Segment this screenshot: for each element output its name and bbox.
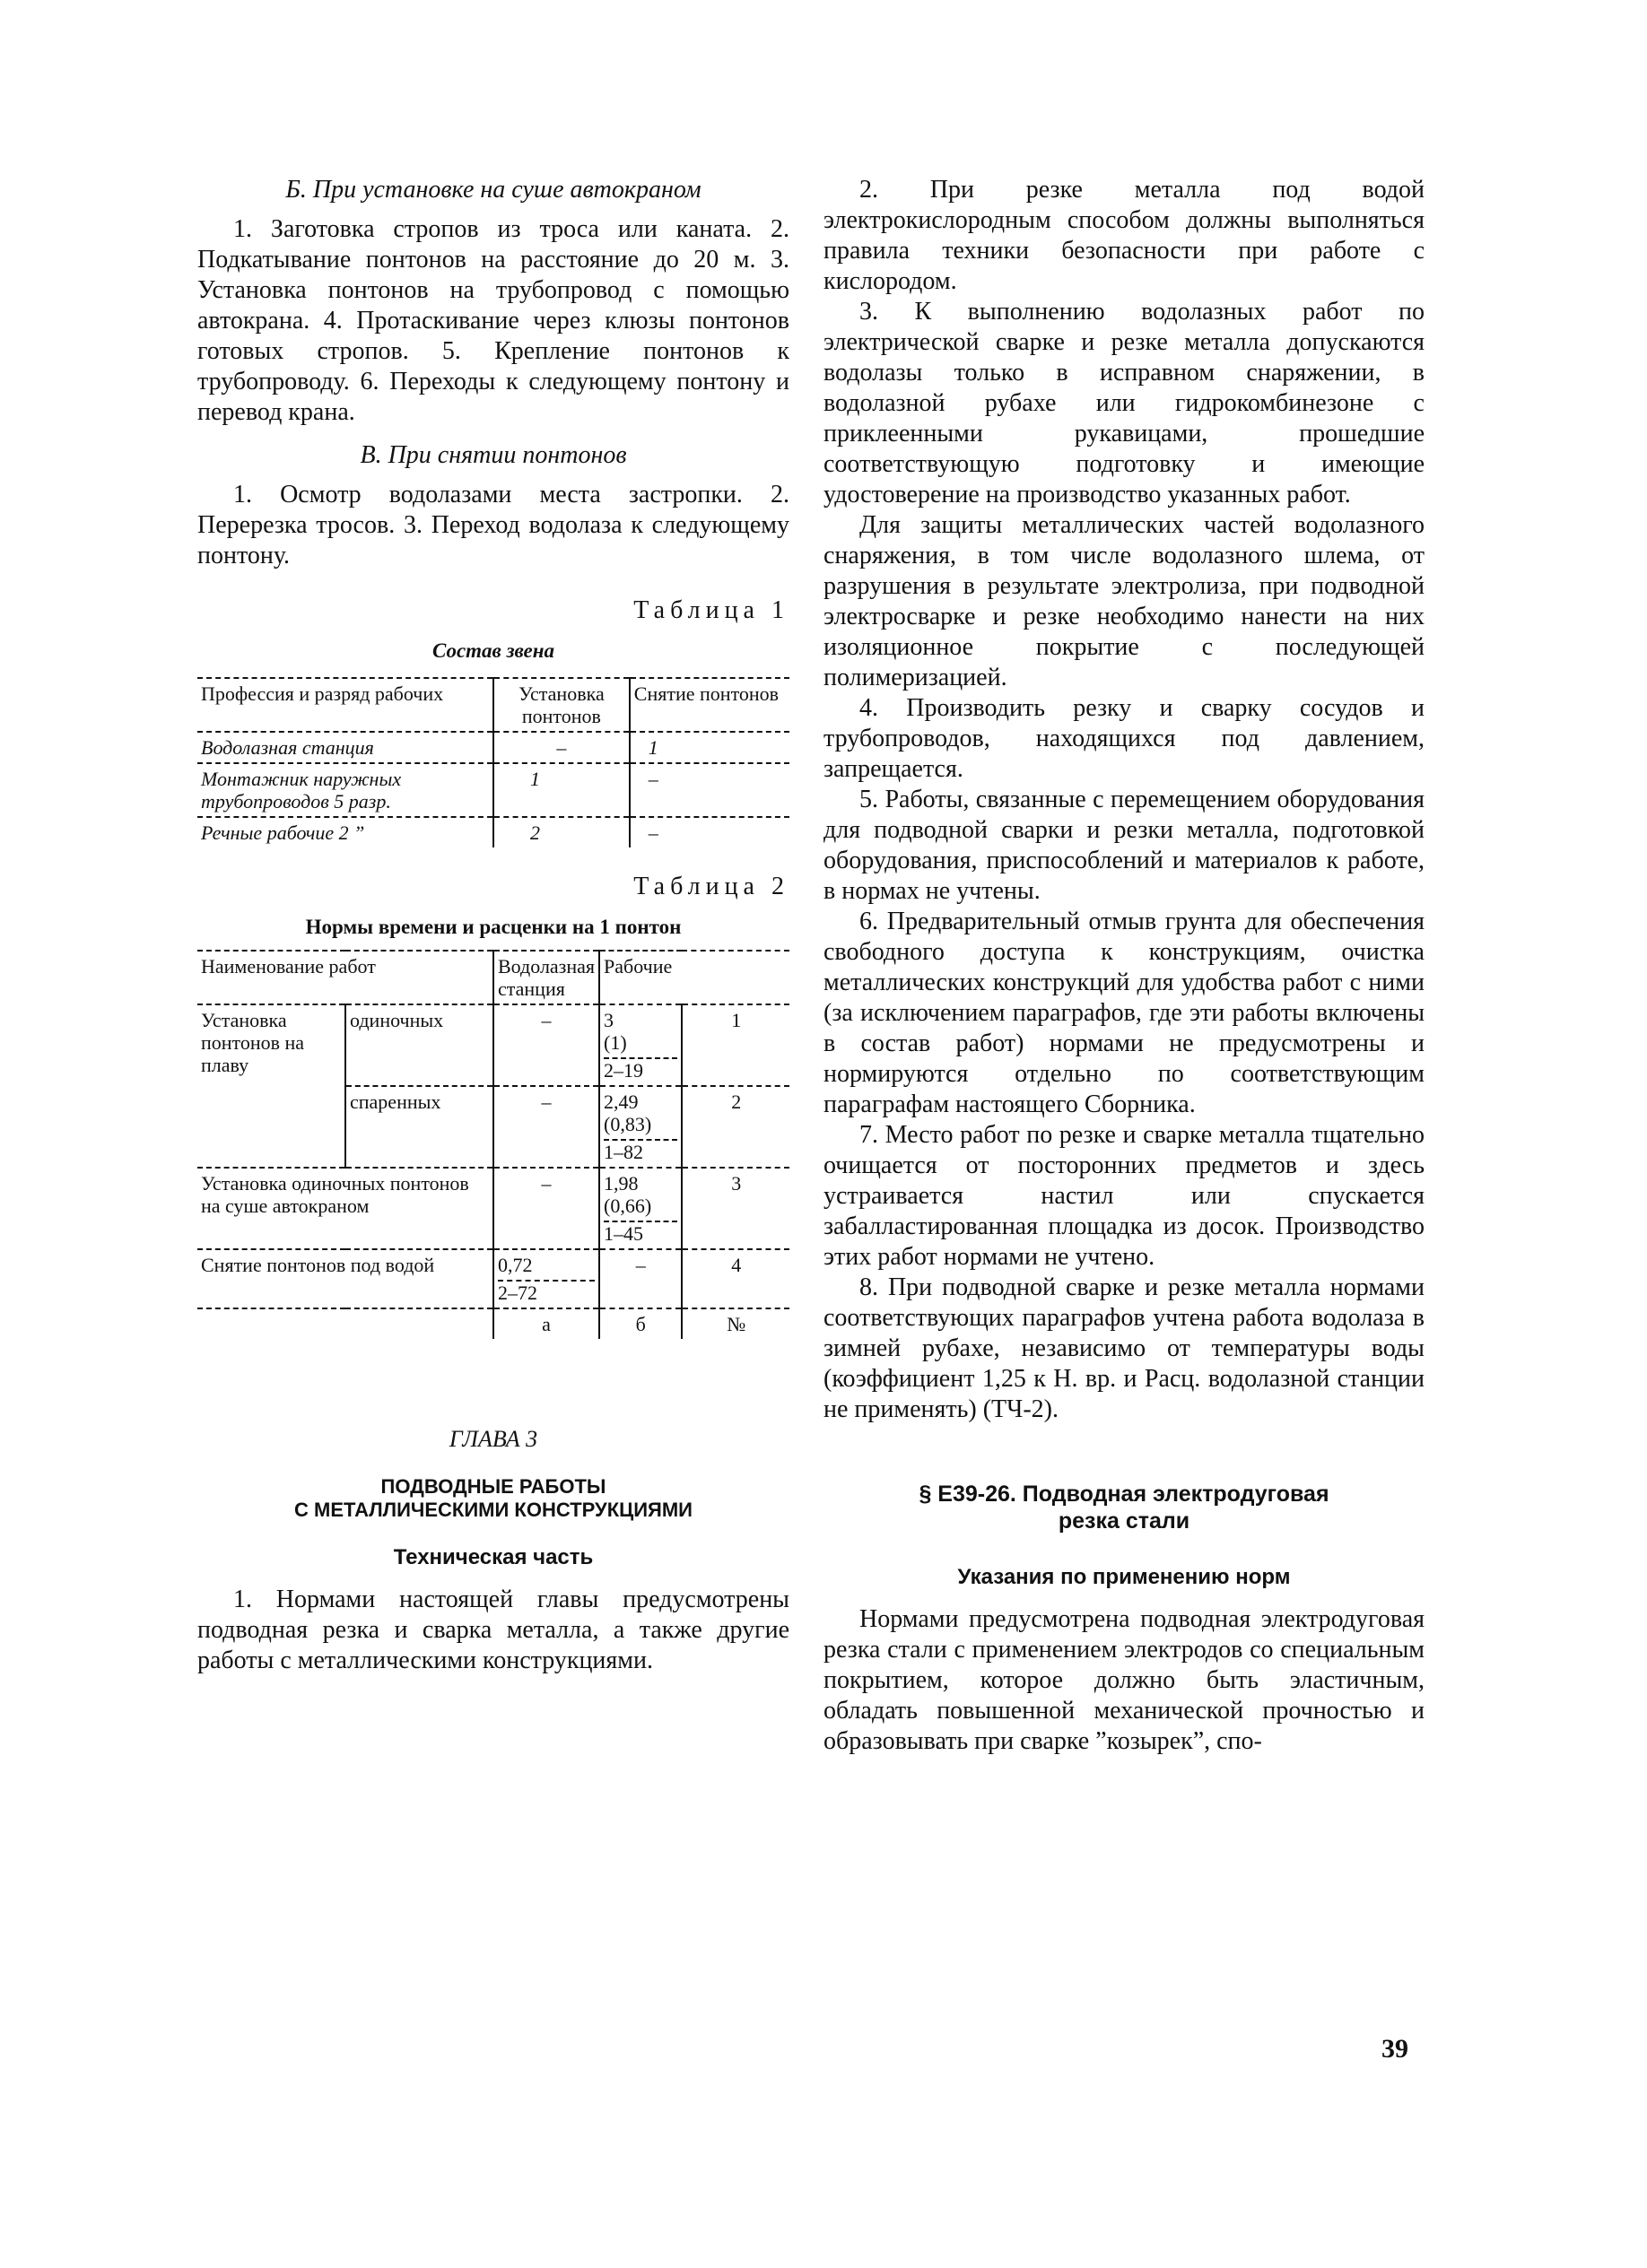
tech-part-title: Техническая часть bbox=[393, 1545, 594, 1569]
table2-cell: 3 bbox=[682, 1168, 789, 1249]
table2-cell: 1–82 bbox=[604, 1139, 677, 1163]
table2-cell: (0,83) bbox=[604, 1113, 652, 1135]
table2-cell: Установка одиночных понтонов на суше автокраном bbox=[201, 1172, 469, 1217]
table1-cell: 1 bbox=[493, 763, 630, 817]
table1-cell: – bbox=[630, 817, 789, 847]
paragraph-title-1: § Е39-26. Подводная электродуговая bbox=[919, 1482, 1329, 1507]
table1-cell: – bbox=[493, 732, 630, 763]
table1-header: Установка понтонов bbox=[493, 678, 630, 732]
table1-header: Снятие понтонов bbox=[630, 678, 789, 732]
table2-cell: (1) bbox=[604, 1031, 627, 1054]
table1-title: Состав звена bbox=[431, 639, 555, 662]
table2-cell: 1–45 bbox=[604, 1221, 677, 1245]
table2-header: Наименование работ bbox=[201, 955, 376, 978]
instructions-text: Нормами предусмотрена подводная электродуговая резка стали с применением электродов со специальным покрытием, которое должно быть эластичным, обладать повышенной механической прочностью и образовывать при сварке ”козырек”, спо- bbox=[824, 1605, 1425, 1755]
paragraph: 6. Предварительный отмыв грунта для обеспечения свободного доступа к конструкциям, очистка металлических конструкций для удобства работ с ними (за исключением параграфов, где эти работы включены в состав работ) нормами не предусмотрены и нормируются отдельно по соответствующим параграфам настоящего Сборника. bbox=[824, 908, 1425, 1118]
table-row bbox=[197, 1168, 789, 1249]
paragraph: 4. Производить резку и сварку сосудов и трубопроводов, находящихся под давлением, запрещается. bbox=[824, 694, 1425, 783]
table2-cell: 0,72 bbox=[498, 1254, 533, 1276]
right-column bbox=[824, 175, 1425, 1757]
instructions-title: Указания по применению норм bbox=[957, 1565, 1291, 1589]
table-row bbox=[197, 1308, 789, 1339]
table2-cell: 2–19 bbox=[604, 1057, 677, 1082]
table2-cell: одиночных bbox=[345, 1004, 493, 1086]
table1-cell: – bbox=[630, 763, 789, 817]
table2-cell: спаренных bbox=[345, 1086, 493, 1168]
table1-cell: 1 bbox=[630, 732, 789, 763]
chapter-label: ГЛАВА 3 bbox=[449, 1426, 538, 1452]
table2-cell: 2 bbox=[682, 1086, 789, 1168]
table2-header: Водолазная станция bbox=[493, 951, 599, 1004]
table2-cell: 2–72 bbox=[498, 1280, 595, 1304]
section-v-text: 1. Осмотр водолазами места застропки. 2. Перерезка тросов. 3. Переход водолаза к следующему понтону. bbox=[197, 481, 789, 569]
table2-cell: Снятие понтонов под водой bbox=[201, 1254, 435, 1276]
table2-number: Таблица 2 bbox=[633, 873, 789, 900]
table2-cell: 4 bbox=[682, 1249, 789, 1308]
table2-title: Нормы времени и расценки на 1 понтон bbox=[305, 916, 682, 938]
left-column bbox=[197, 175, 789, 1676]
table2-cell: 2,49 bbox=[604, 1091, 639, 1113]
table-row bbox=[197, 732, 789, 763]
chapter-title-1: ПОДВОДНЫЕ РАБОТЫ bbox=[380, 1475, 606, 1498]
table2-cell: (0,66) bbox=[604, 1195, 652, 1217]
table1-cell: 2 bbox=[493, 817, 630, 847]
table2 bbox=[197, 950, 789, 1339]
section-b-title: Б. При установке на суше автокраном bbox=[285, 176, 702, 204]
chapter-title-2: С МЕТАЛЛИЧЕСКИМИ КОНСТРУКЦИЯМИ bbox=[294, 1499, 693, 1521]
table2-cell: 3 bbox=[604, 1009, 614, 1031]
table1-cell: Водолазная станция bbox=[201, 736, 374, 759]
table2-footer: а bbox=[493, 1308, 599, 1339]
paragraph-title-2: резка стали bbox=[1058, 1508, 1190, 1534]
table-row bbox=[197, 1004, 789, 1086]
paragraph: 2. При резке металла под водой электрокислородным способом должны выполняться правила техники безопасности при работе с кислородом. bbox=[824, 176, 1425, 295]
tech-part-text: 1. Нормами настоящей главы предусмотрены подводная резка и сварка металла, а также другие работы с металлическими конструкциями. bbox=[197, 1586, 789, 1674]
table2-cell: Установка понтонов на плаву bbox=[201, 1009, 305, 1076]
table2-cell: 1 bbox=[682, 1004, 789, 1086]
table1-number: Таблица 1 bbox=[633, 596, 789, 624]
table-row bbox=[197, 817, 789, 847]
section-v-title: В. При снятии понтонов bbox=[360, 441, 627, 469]
table2-cell: – bbox=[493, 1168, 599, 1249]
table2-cell: – bbox=[493, 1086, 599, 1168]
table2-cell: – bbox=[493, 1004, 599, 1086]
table2-cell: 1,98 bbox=[604, 1172, 639, 1195]
paragraph: Для защиты металлических частей водолазного снаряжения, в том числе водолазного шлема, от разрушения в результате электролиза, при подводной электросварке и резке необходимо нанести на них изоляционное покрытие с последующей полимеризацией. bbox=[824, 511, 1425, 691]
table-row bbox=[197, 1249, 789, 1308]
paragraph: 3. К выполнению водолазных работ по электрической сварке и резке металла допускаются водолазы только в исправном снаряжении, в водолазной рубахе или гидрокомбинезоне с приклеенными рукавицами, прошедшие соответствующую подготовку и имеющие удостоверение на производство указанных работ. bbox=[824, 298, 1425, 508]
paragraph: 8. При подводной сварке и резке металла нормами соответствующих параграфов учтена работа водолаза в зимней рубахе, независимо от температуры воды (коэффициент 1,25 к Н. вр. и Расц. водолазной станции не применять) (ТЧ-2). bbox=[824, 1273, 1425, 1423]
paragraph: 7. Место работ по резке и сварке металла тщательно очищается от посторонних предметов и здесь устраивается настил или спускается забалластированная площадка из досок. Производство этих работ нормами не учтено. bbox=[824, 1121, 1425, 1271]
table2-header: Рабочие bbox=[599, 951, 789, 1004]
table1-header: Профессия и разряд рабочих bbox=[201, 682, 444, 705]
paragraph: 5. Работы, связанные с перемещением оборудования для подводной сварки и резки металла, подготовкой оборудования, приспособлений и материалов к работе, в нормах не учтены. bbox=[824, 786, 1425, 905]
page-number: 39 bbox=[1381, 2034, 1408, 2064]
table2-cell: – bbox=[599, 1249, 682, 1308]
table2-footer: б bbox=[599, 1308, 682, 1339]
section-b-text: 1. Заготовка стропов из троса или каната. 2. Подкатывание понтонов на расстояние до 20 м. 3. Установка понтонов на трубопровод с помощью автокрана. 4. Протаскивание через клюзы понтонов готовых стропов. 5. Крепление понтонов к трубопроводу. 6. Переходы к следующему понтону и перевод крана. bbox=[197, 215, 789, 426]
table-row bbox=[197, 763, 789, 817]
table1 bbox=[197, 677, 789, 847]
table1-cell: Монтажник наружных трубопроводов 5 разр. bbox=[201, 768, 402, 812]
table2-footer: № bbox=[682, 1308, 789, 1339]
table1-cell: Речные рабочие 2 ” bbox=[201, 821, 365, 844]
